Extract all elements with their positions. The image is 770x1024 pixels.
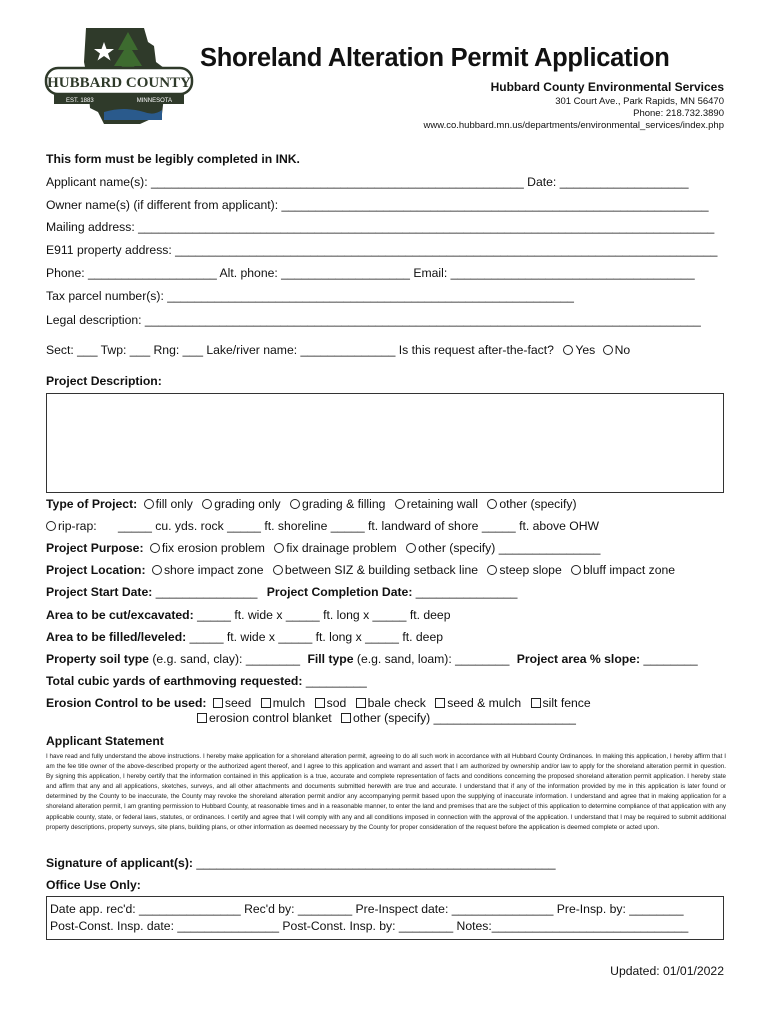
no-radio[interactable] — [603, 345, 613, 355]
office-line-1[interactable]: Date app. rec'd: _______________ Rec'd by: ________ Pre-Inspect date: _______________ Pre-Insp. by: ________ — [50, 902, 684, 916]
fix-erosion-label: fix erosion problem — [161, 541, 265, 555]
start-date-label: Project Start Date: — [46, 585, 153, 599]
erosion-control-row-2 — [197, 711, 576, 726]
grading-filling-label: grading & filling — [302, 497, 386, 511]
mulch-checkbox[interactable] — [261, 698, 271, 708]
bluff-impact-radio[interactable] — [571, 565, 581, 575]
soil-type-field[interactable]: ________ — [245, 652, 301, 666]
seed-checkbox[interactable] — [213, 698, 223, 708]
seed-label: seed — [224, 696, 252, 710]
cubic-yards-label: Total cubic yards of earthmoving requested: — [46, 674, 303, 688]
riprap-radio[interactable] — [46, 521, 56, 531]
logo-est: EST. 1883 — [66, 98, 94, 104]
retaining-wall-radio[interactable] — [395, 499, 405, 509]
steep-slope-label: steep slope — [499, 563, 562, 577]
agency-phone: Phone: 218.732.3890 — [633, 108, 724, 119]
fill-area-row — [46, 630, 443, 645]
cut-area-label: Area to be cut/excavated: — [46, 608, 194, 622]
seed-mulch-checkbox[interactable] — [435, 698, 445, 708]
logo-text: HUBBARD COUNTY — [47, 75, 191, 91]
e911-address-field[interactable]: E911 property address: ________________________________________________________________________________ — [46, 243, 718, 257]
signature-label: Signature of applicant(s): — [46, 856, 193, 870]
sect-line — [46, 343, 630, 358]
grading-only-radio[interactable] — [202, 499, 212, 509]
fix-drainage-radio[interactable] — [274, 543, 284, 553]
fill-area-field[interactable]: _____ ft. wide x _____ ft. long x _____ ft. deep — [189, 630, 444, 644]
slope-field[interactable]: ________ — [643, 652, 698, 666]
agency-name: Hubbard County Environmental Services — [490, 80, 724, 94]
fill-type-label: Fill type — [307, 652, 354, 666]
grading-only-label: grading only — [214, 497, 281, 511]
yes-radio[interactable] — [563, 345, 573, 355]
slope-label: Project area % slope: — [516, 652, 641, 666]
erosion-other-label[interactable]: other (specify) _____________________ — [353, 711, 576, 725]
mailing-address-field[interactable]: Mailing address: _____________________________________________________________________________________ — [46, 220, 715, 234]
shore-impact-radio[interactable] — [152, 565, 162, 575]
legal-description-field[interactable]: Legal description: __________________________________________________________________________________ — [46, 313, 701, 327]
cut-area-field[interactable]: _____ ft. wide x _____ ft. long x _____ ft. deep — [197, 608, 451, 622]
no-label: No — [614, 343, 631, 357]
project-purpose-row — [46, 541, 600, 556]
riprap-label: rip-rap: — [58, 519, 97, 533]
signature-row — [46, 856, 556, 871]
tax-parcel-field[interactable]: Tax parcel number(s): ____________________________________________________________ — [46, 289, 574, 303]
office-use-label: Office Use Only: — [46, 878, 141, 892]
agency-address: 301 Court Ave., Park Rapids, MN 56470 — [555, 96, 724, 107]
other-specify-label: other (specify) — [499, 497, 577, 511]
agency-url[interactable]: www.co.hubbard.mn.us/departments/environmental_services/index.php — [423, 120, 724, 131]
grading-filling-radio[interactable] — [290, 499, 300, 509]
page-title: Shoreland Alteration Permit Application — [200, 44, 670, 72]
logo-state: MINNESOTA — [136, 98, 172, 104]
erosion-blanket-label: erosion control blanket — [209, 711, 332, 725]
project-location-label: Project Location: — [46, 563, 146, 577]
erosion-control-row — [46, 696, 591, 711]
fill-type-eg: (e.g. sand, loam): — [356, 652, 452, 666]
cut-area-row — [46, 608, 450, 623]
phone-field[interactable]: Phone: ___________________ Alt. phone: ___________________ Email: ____________________________________ — [46, 266, 695, 280]
fix-erosion-radio[interactable] — [150, 543, 160, 553]
cubic-yards-field[interactable]: _________ — [305, 674, 367, 688]
ink-note: This form must be legibly completed in INK. — [46, 152, 300, 166]
silt-fence-label: silt fence — [542, 696, 591, 710]
purpose-other-label[interactable]: other (specify) _______________ — [418, 541, 601, 555]
applicant-statement-heading: Applicant Statement — [46, 734, 164, 748]
applicant-name-field[interactable]: Applicant name(s): _______________________________________________________ Date: ___________________ — [46, 175, 689, 189]
project-description-label: Project Description: — [46, 374, 162, 388]
applicant-statement-body: I have read and fully understand the above instructions. I hereby make application for a shoreland alteration permit, agreeing to do all such work in accordance with all Hubbard County Ordinances. In making this application, I hereby affirm that I am the fee title owner of the above-described property or the authorized agent thereof, and I agree to this application and warrant and assert that I am authorized by ownership and/or law to apply for the shoreland alteration permit in question. By signing this application, I hereby certify that the information contained in this application is a true, accurate and complete representation of facts and conditions concerning the proposed shoreland alteration permit application. I hereby state and affirm that any and all applications, sketches, surveys, and all other attachments and documents submitted herewith are true and accurate. I understand that if any of the information provided by me in this application is later found or determined by the County to be inaccurate, the County may revoke the shoreland alteration permit and/or any accompanying permit based upon the supplying of inaccurate information. I understand and agree that in making application for a shoreland alteration permit, I am granting permission to Hubbard County, at reasonable times and in a reasonable manner, to enter the land and premises that are the subject of this application to determine compliance of that application with any applicable county, state, or federal laws, statutes, or ordinances. I certify and agree that I will comply with any and all conditions imposed in connection with the approval of the application. I understand that I may be required to submit additional property descriptions, property surveys, site plans, building plans, or other information as deemed necessary by the County for proper consideration of the request before the application is deemed complete or acted upon. — [46, 753, 726, 831]
mulch-label: mulch — [272, 696, 306, 710]
fill-type-field[interactable]: ________ — [455, 652, 510, 666]
bluff-impact-label: bluff impact zone — [583, 563, 676, 577]
owner-name-field[interactable]: Owner name(s) (if different from applicant): _______________________________________________________________ — [46, 198, 709, 212]
signature-field[interactable]: _____________________________________________________ — [196, 856, 556, 870]
riprap-fields[interactable]: _____ cu. yds. rock _____ ft. shoreline _____ ft. landward of shore _____ ft. above OHW — [118, 519, 600, 533]
steep-slope-radio[interactable] — [487, 565, 497, 575]
office-use-box — [46, 896, 724, 940]
fix-drainage-label: fix drainage problem — [286, 541, 397, 555]
riprap-row — [46, 519, 599, 534]
other-specify-radio[interactable] — [487, 499, 497, 509]
type-of-project-row — [46, 497, 577, 512]
soil-row — [46, 652, 698, 667]
bale-check-label: bale check — [367, 696, 426, 710]
retaining-wall-label: retaining wall — [406, 497, 478, 511]
project-location-row — [46, 563, 675, 578]
cubic-yards-row — [46, 674, 367, 689]
setback-radio[interactable] — [273, 565, 283, 575]
project-description-box[interactable] — [46, 393, 724, 493]
hubbard-county-logo — [44, 22, 194, 130]
erosion-blanket-checkbox[interactable] — [197, 713, 207, 723]
office-line-2[interactable]: Post-Const. Insp. date: _______________ Post-Const. Insp. by: ________ Notes:_____________________________ — [50, 919, 689, 933]
updated-date: Updated: 01/01/2022 — [610, 964, 724, 978]
yes-label: Yes — [575, 343, 596, 357]
start-date-field[interactable]: _______________ — [155, 585, 258, 599]
fill-only-radio[interactable] — [144, 499, 154, 509]
purpose-other-radio[interactable] — [406, 543, 416, 553]
type-of-project-label: Type of Project: — [46, 497, 138, 511]
sect-fields[interactable]: Sect: ___ Twp: ___ Rng: ___ Lake/river name: ______________ Is this request after-the-fact? — [46, 343, 554, 357]
completion-date-field[interactable]: _______________ — [415, 585, 518, 599]
sod-label: sod — [326, 696, 347, 710]
soil-type-eg: (e.g. sand, clay): — [152, 652, 243, 666]
setback-label: between SIZ & building setback line — [284, 563, 479, 577]
fill-area-label: Area to be filled/leveled: — [46, 630, 187, 644]
soil-type-label: Property soil type — [46, 652, 149, 666]
completion-date-label: Project Completion Date: — [266, 585, 413, 599]
fill-only-label: fill only — [155, 497, 193, 511]
dates-row — [46, 585, 517, 600]
erosion-other-checkbox[interactable] — [341, 713, 351, 723]
shore-impact-label: shore impact zone — [163, 563, 264, 577]
bale-check-checkbox[interactable] — [356, 698, 366, 708]
erosion-control-label: Erosion Control to be used: — [46, 696, 207, 710]
seed-mulch-label: seed & mulch — [447, 696, 522, 710]
sod-checkbox[interactable] — [315, 698, 325, 708]
project-purpose-label: Project Purpose: — [46, 541, 144, 555]
silt-fence-checkbox[interactable] — [531, 698, 541, 708]
